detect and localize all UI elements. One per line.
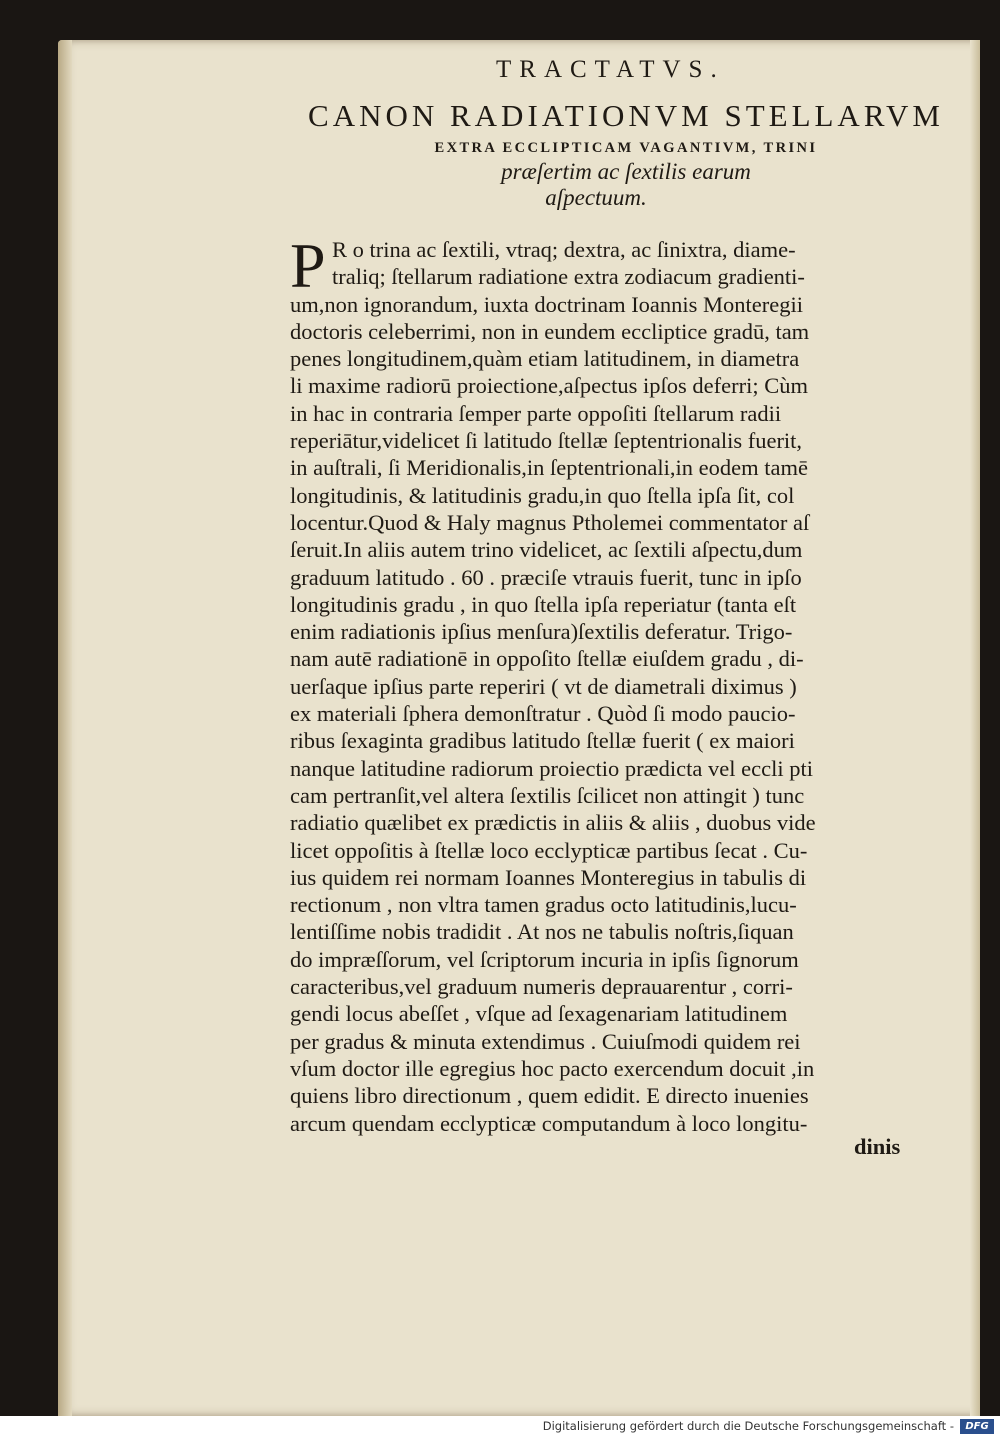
text-line: li maxime radiorū proiectione,aſpectus ipſos deferri; Cùm (290, 373, 808, 399)
text-line: reperiātur,videlicet ſi latitudo ſtellæ ſeptentrionalis fuerit, (290, 428, 803, 454)
funding-note: Digitalisierung gefördert durch die Deutsche Forschungsgemeinschaft - (542, 1419, 954, 1433)
text-line: traliq; ſtellarum radiatione extra zodiacum gradienti- (332, 264, 805, 290)
body-text (290, 230, 962, 1137)
text-line: ex materiali ſphera demonſtratur . Quòd ſi modo paucio- (290, 701, 796, 727)
page-gutter (58, 40, 72, 1416)
text-line: arcum quendam ecclypticæ computandum à loco longitu- (290, 1110, 808, 1136)
text-line: ius quidem rei normam Ioannes Monteregius in tabulis di (290, 864, 807, 890)
text-line: licet oppoſitis à ſtellæ loco ecclypticæ partibus ſecat . Cu- (290, 837, 808, 863)
text-line: in hac in contraria ſemper parte oppoſiti ſtellarum radii (290, 400, 782, 426)
text-line: doctoris celeberrimi, non in eundem eccliptice gradū, tam (290, 318, 810, 344)
text-line: caracteribus,vel graduum numeris deprauarentur , corri- (290, 974, 793, 1000)
text-line: um,non ignorandum, iuxta doctrinam Ioannis Monteregii (290, 291, 804, 317)
text-line: ribus ſexaginta gradibus latitudo ſtellæ fuerit ( ex maiori (290, 728, 795, 754)
text-line: do impræſſorum, vel ſcriptorum incuria in ipſis ſignorum (290, 946, 799, 972)
catch-word: dinis (854, 1134, 901, 1159)
text-line: lentiſſime nobis tradidit . At nos ne tabulis noſtris,ſiquan (290, 919, 794, 945)
chapter-title (290, 98, 962, 211)
title-line-4: aſpectuum. (545, 185, 647, 210)
drop-initial: P (290, 230, 326, 301)
text-line: longitudinis gradu , in quo ſtella ipſa reperiatur (tanta eſt (290, 591, 797, 617)
text-line: R o trina ac ſextili, vtraq; dextra, ac ſinixtra, diame- (332, 237, 796, 262)
text-line: graduum latitudo . 60 . præciſe vtrauis fuerit, tunc in ipſo (290, 564, 802, 590)
title-line-2: EXTRA ECCLIPTICAM VAGANTIVM, TRINI (434, 140, 818, 156)
text-line: longitudinis, & latitudinis gradu,in quo ſtella ipſa ſit, col (290, 482, 795, 508)
running-head: TRACTATVS. (496, 56, 725, 83)
text-line: locentur.Quod & Haly magnus Ptholemei commentator aſ (290, 509, 810, 535)
text-line: quiens libro directionum , quem edidit. E directo inuenies (290, 1083, 809, 1109)
text-line: radiatio quælibet ex prædictis in aliis & aliis , duobus vide (290, 810, 816, 836)
text-line: vſum doctor ille egregius hoc pacto exercendum docuit ,in (290, 1055, 815, 1081)
text-line: cam pertranſit,vel altera ſextilis ſcilicet non attingit ) tunc (290, 782, 805, 808)
dfg-logo[interactable]: DFG (960, 1419, 994, 1434)
title-line-1: CANON RADIATIONVM STELLARVM (308, 98, 944, 133)
title-line-3: præſertim ac ſextilis earum (501, 159, 751, 184)
text-line: ſeruit.In aliis autem trino videlicet, ac ſextili aſpectu,dum (290, 537, 803, 563)
body-lines (290, 230, 962, 1137)
text-line: per gradus & minuta extendimus . Cuiuſmodi quidem rei (290, 1028, 801, 1054)
text-line: nam autē radiationē in oppoſito ſtellæ eiuſdem gradu , di- (290, 646, 804, 672)
page-fore-edge (970, 40, 980, 1416)
text-line: gendi locus abeſſet , vſque ad ſexagenariam latitudinem (290, 1001, 788, 1027)
text-line: enim radiationis ipſius menſura)ſextilis deferatur. Trigo- (290, 619, 793, 645)
text-line: uerſaque ipſius parte reperiri ( vt de diametrali diximus ) (290, 673, 797, 699)
text-line: nanque latitudine radiorum proiectio prædicta vel eccli pti (290, 755, 813, 781)
text-line: in auſtrali, ſi Meridionalis,in ſeptentrionali,in eodem tamē (290, 455, 808, 481)
text-line: rectionum , non vltra tamen gradus octo latitudinis,lucu- (290, 892, 797, 918)
text-line: penes longitudinem,quàm etiam latitudinem, in diametra (290, 346, 800, 372)
footer-bar (0, 1416, 1000, 1438)
